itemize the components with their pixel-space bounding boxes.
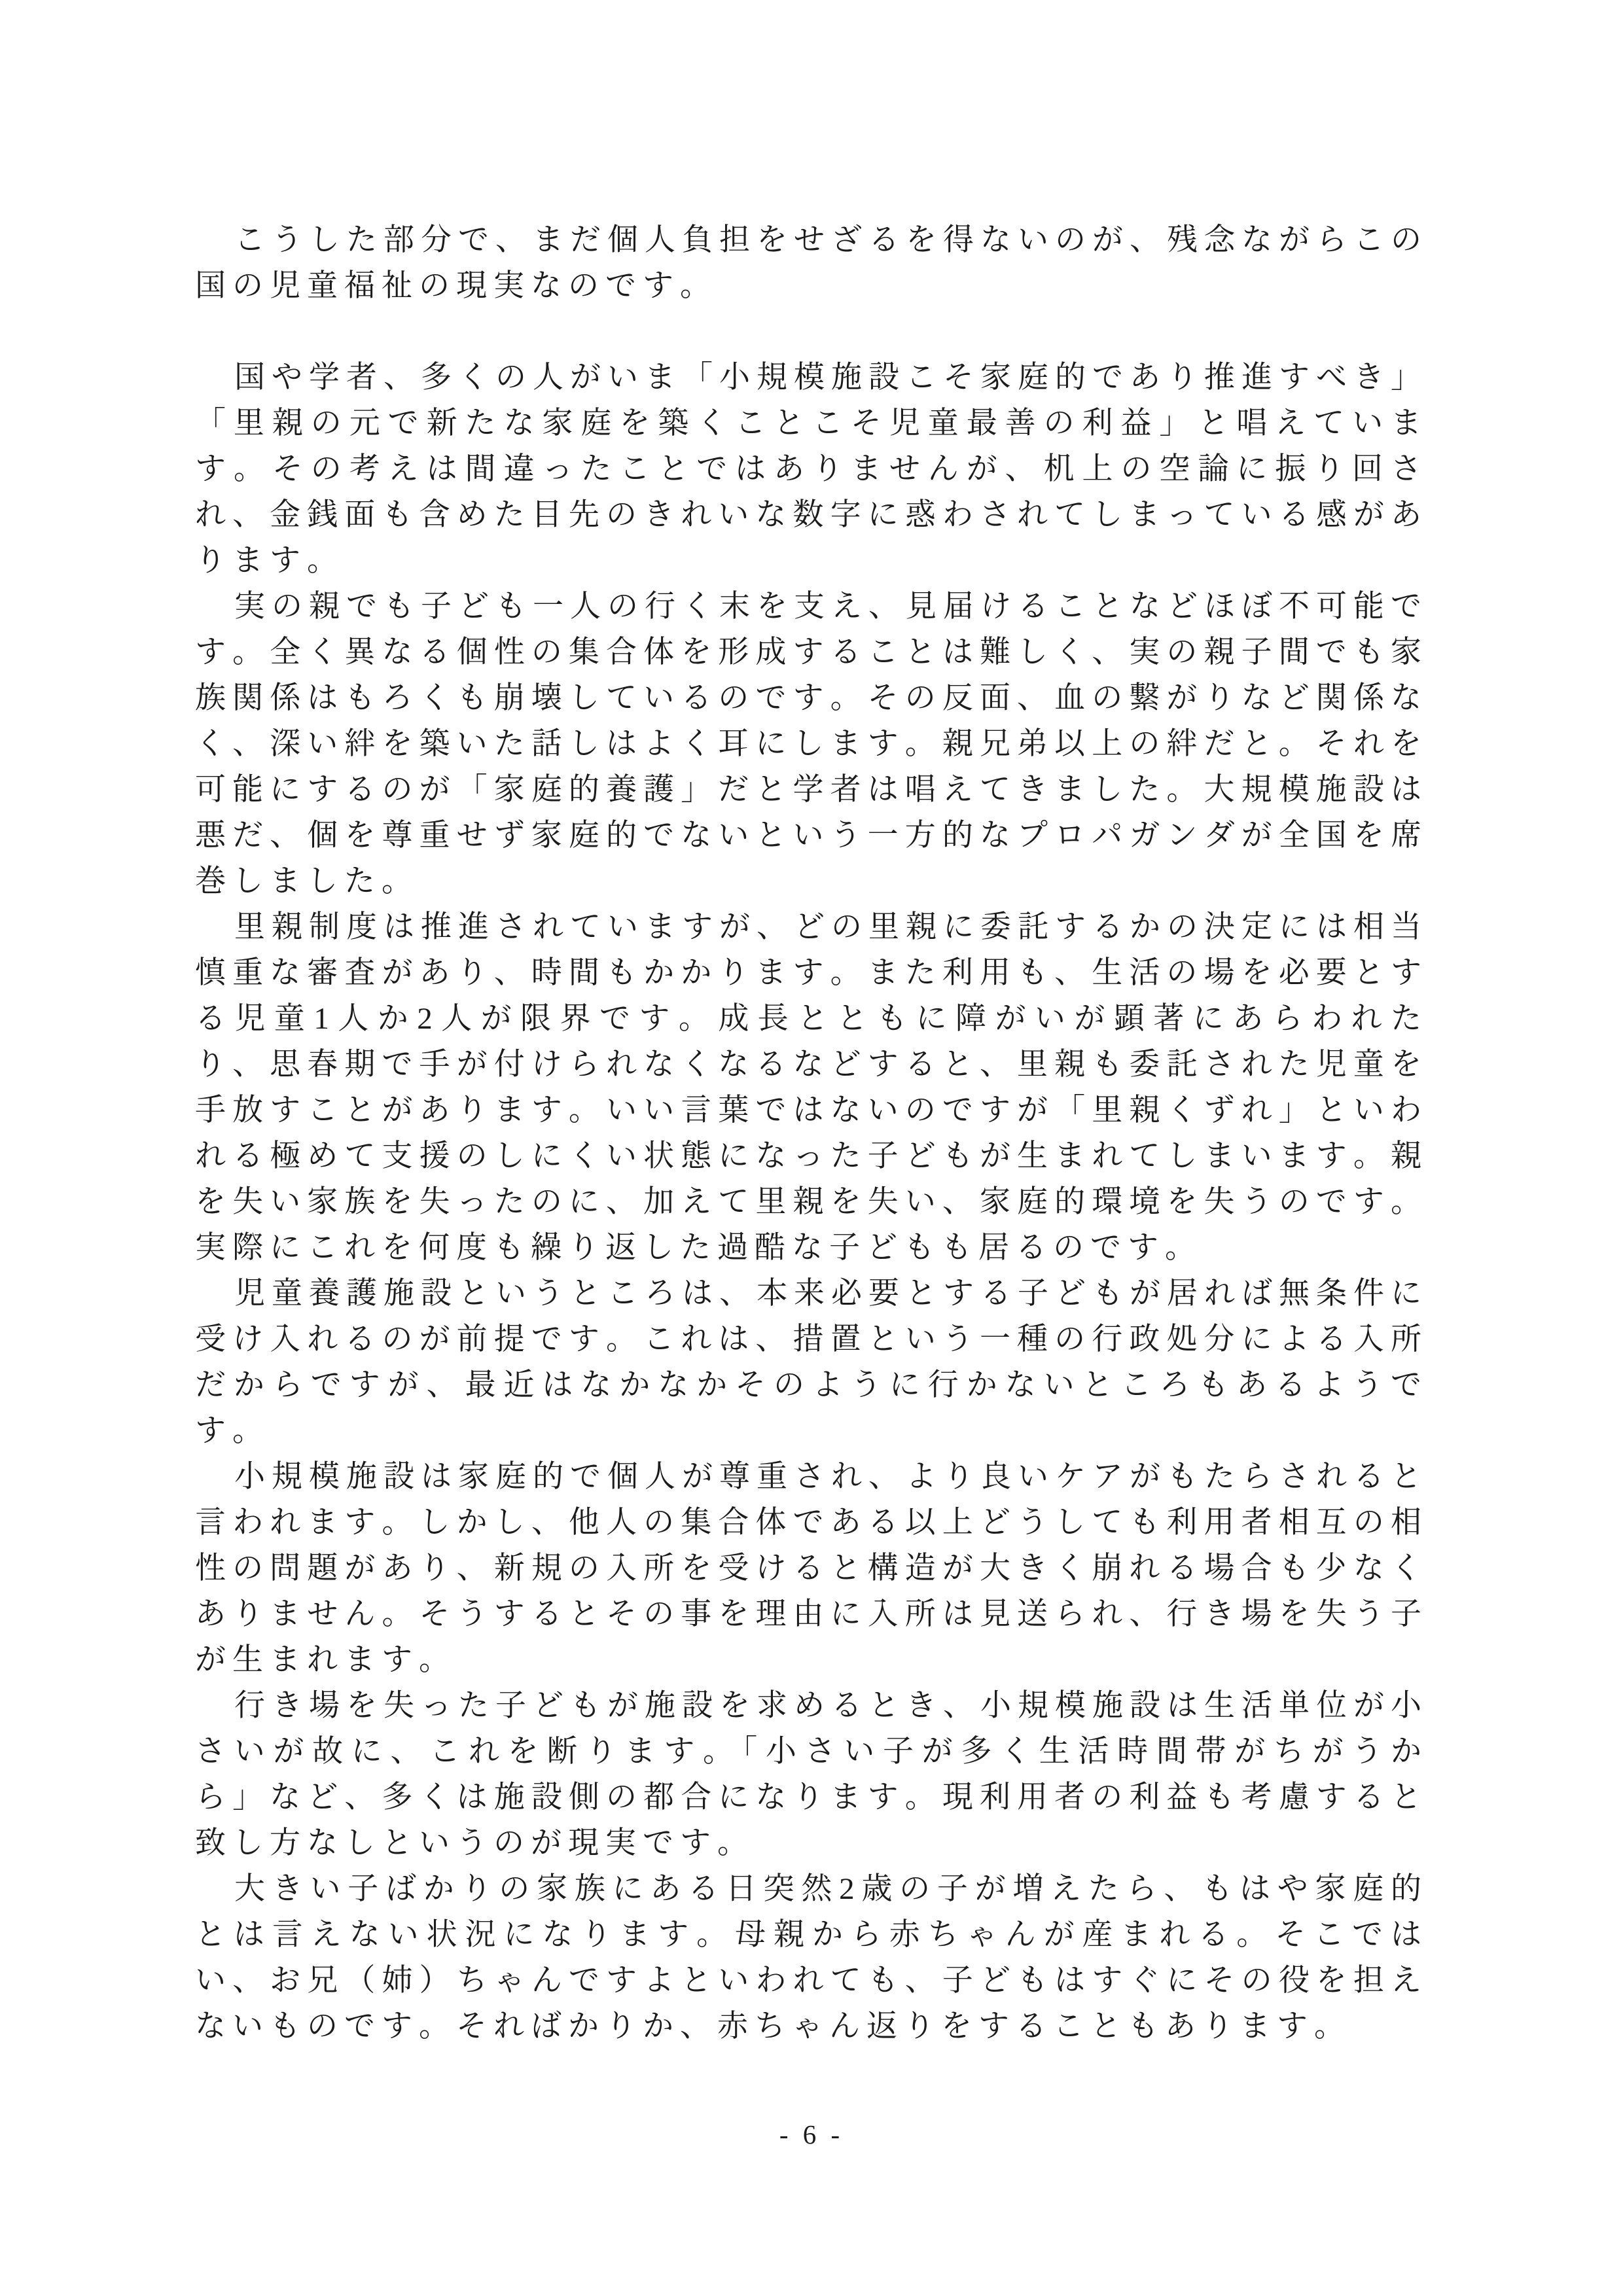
- paragraph: 児童養護施設というところは、本来必要とする子どもが居れば無条件に受け入れるのが前提です。これは、措置という一種の行政処分による入所だからですが、最近はなかなかそのように行かないところもあるようです。: [195, 1277, 1428, 1448]
- paragraph: 小規模施設は家庭的で個人が尊重され、より良いケアがもたらされると言われます。しかし、他人の集合体である以上どうしても利用者相互の相性の問題があり、新規の入所を受けると構造が大きく崩れる場合も少なくありません。そうするとその事を理由に入所は見送られ、行き場を失う子が生まれます。: [195, 1460, 1428, 1677]
- paragraph: 国や学者、多くの人がいま「小規模施設こそ家庭的であり推進すべき」「里親の元で新たな家庭を築くことこそ児童最善の利益」と唱えています。その考えは間違ったことではありませんが、机上の空論に振り回され、金銭面も含めた目先のきれいな数字に惑わされてしまっている感があります。: [195, 361, 1428, 578]
- paragraph: こうした部分で、まだ個人負担をせざるを得ないのが、残念ながらこの国の児童福祉の現実なのです。: [195, 223, 1428, 303]
- page-number: - 6 -: [779, 2119, 844, 2149]
- paragraph: 実の親でも子ども一人の行く末を支え、見届けることなどほぼ不可能です。全く異なる個性の集合体を形成することは難しく、実の親子間でも家族関係はもろくも崩壊しているのです。その反面、血の繋がりなど関係なく、深い絆を築いた話しはよく耳にします。親兄弟以上の絆だと。それを可能にするのが「家庭的養護」だと学者は唱えてきました。大規模施設は悪だ、個を尊重せず家庭的でないという一方的なプロパガンダが全国を席巻しました。: [195, 590, 1428, 898]
- body-text: [195, 217, 1428, 2049]
- paragraph: 里親制度は推進されていますが、どの里親に委託するかの決定には相当慎重な審査があり、時間もかかります。また利用も、生活の場を必要とする児童1人か2人が限界です。成長とともに障がいが顕著にあらわれたり、思春期で手が付けられなくなるなどすると、里親も委託された児童を手放すことがあります。いい言葉ではないのですが「里親くずれ」といわれる極めて支援のしにくい状態になった子どもが生まれてしまいます。親を失い家族を失ったのに、加えて里親を失い、家庭的環境を失うのです。実際にこれを何度も繰り返した過酷な子どもも居るのです。: [195, 910, 1428, 1265]
- paragraph: 大きい子ばかりの家族にある日突然2歳の子が増えたら、もはや家庭的とは言えない状況になります。母親から赤ちゃんが産まれる。そこではい、お兄（姉）ちゃんですよといわれても、子どもはすぐにその役を担えないものです。そればかりか、赤ちゃん返りをすることもあります。: [195, 1872, 1428, 2043]
- paragraph: 行き場を失った子どもが施設を求めるとき、小規模施設は生活単位が小さいが故に、これを断ります。「小さい子が多く生活時間帯がちがうから」など、多くは施設側の都合になります。現利用者の利益も考慮すると致し方なしというのが現実です。: [195, 1689, 1428, 1860]
